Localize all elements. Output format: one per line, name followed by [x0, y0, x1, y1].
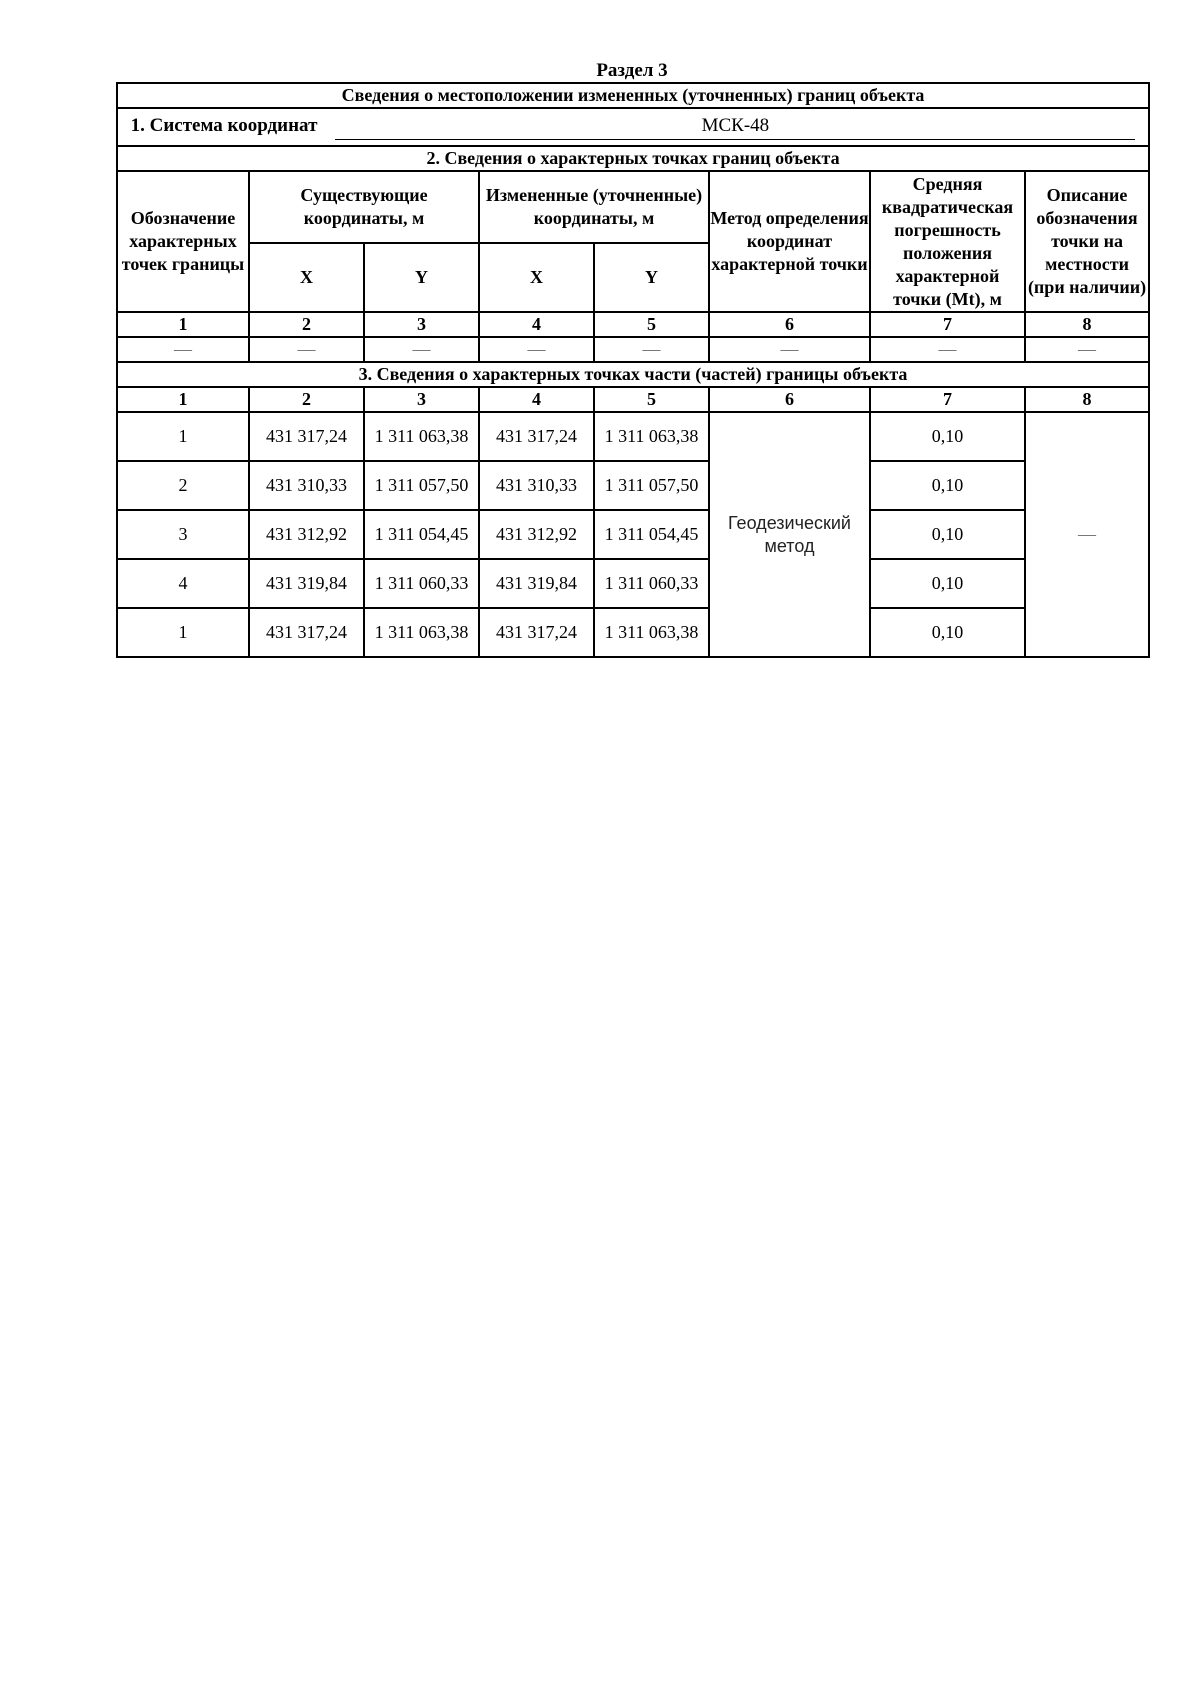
column-number: 2 [249, 312, 364, 337]
header-description: Описание обозначения точки на местности (при наличии) [1025, 171, 1149, 312]
changed-x: 431 319,84 [479, 559, 594, 608]
point-id: 1 [117, 412, 249, 461]
changed-x: 431 312,92 [479, 510, 594, 559]
changed-y: 1 311 054,45 [594, 510, 709, 559]
empty-cell-dash: — [709, 337, 870, 362]
existing-y: 1 311 063,38 [364, 412, 479, 461]
empty-cell-dash: — [117, 337, 249, 362]
column-number: 4 [479, 312, 594, 337]
existing-y: 1 311 054,45 [364, 510, 479, 559]
header-changed-y: Y [594, 243, 709, 312]
point-id: 4 [117, 559, 249, 608]
existing-y: 1 311 060,33 [364, 559, 479, 608]
column-number: 3 [364, 312, 479, 337]
changed-y: 1 311 057,50 [594, 461, 709, 510]
header-changed-x: X [479, 243, 594, 312]
coord-system-row [117, 108, 1149, 146]
column-number: 1 [117, 312, 249, 337]
empty-cell-dash: — [479, 337, 594, 362]
column-number: 1 [117, 387, 249, 412]
part2-title: 2. Сведения о характерных точках границ объекта [117, 146, 1149, 171]
empty-cell-dash: — [364, 337, 479, 362]
empty-cell-dash: — [870, 337, 1025, 362]
column-number: 7 [870, 312, 1025, 337]
column-number: 8 [1025, 312, 1149, 337]
column-number: 3 [364, 387, 479, 412]
column-number: 2 [249, 387, 364, 412]
description-cell: — [1025, 412, 1149, 657]
changed-x: 431 317,24 [479, 608, 594, 657]
existing-x: 431 317,24 [249, 608, 364, 657]
table-row [117, 559, 1149, 608]
mean-error: 0,10 [870, 559, 1025, 608]
existing-x: 431 319,84 [249, 559, 364, 608]
existing-y: 1 311 057,50 [364, 461, 479, 510]
coord-system-value: МСК-48 [335, 114, 1135, 140]
table-row [117, 461, 1149, 510]
method-cell: Геодезический метод [709, 412, 870, 657]
existing-x: 431 317,24 [249, 412, 364, 461]
column-number: 6 [709, 387, 870, 412]
empty-cell-dash: — [1025, 337, 1149, 362]
empty-cell-dash: — [594, 337, 709, 362]
point-id: 1 [117, 608, 249, 657]
mean-error: 0,10 [870, 510, 1025, 559]
column-number: 5 [594, 312, 709, 337]
part3-title: 3. Сведения о характерных точках части (частей) границы объекта [117, 362, 1149, 387]
header-mean-error: Средняя квадратическая погрешность положения характерной точки (Mt), м [870, 171, 1025, 312]
table-row [117, 608, 1149, 657]
column-number: 8 [1025, 387, 1149, 412]
header-point-designation: Обозначение характерных точек границы [117, 171, 249, 312]
mean-error: 0,10 [870, 412, 1025, 461]
header-changed-coords: Измененные (уточненные) координаты, м [479, 171, 709, 243]
changed-y: 1 311 063,38 [594, 608, 709, 657]
changed-y: 1 311 060,33 [594, 559, 709, 608]
existing-x: 431 310,33 [249, 461, 364, 510]
header-existing-x: X [249, 243, 364, 312]
empty-cell-dash: — [249, 337, 364, 362]
table-title: Сведения о местоположении измененных (уточненных) границ объекта [117, 83, 1149, 108]
boundary-table [116, 82, 1150, 658]
existing-y: 1 311 063,38 [364, 608, 479, 657]
table-row [117, 510, 1149, 559]
changed-y: 1 311 063,38 [594, 412, 709, 461]
column-number: 5 [594, 387, 709, 412]
mean-error: 0,10 [870, 608, 1025, 657]
table-row [117, 412, 1149, 461]
header-method: Метод определения координат характерной точки [709, 171, 870, 312]
coord-system-label: 1. Система координат [130, 115, 318, 136]
header-existing-coords: Существующие координаты, м [249, 171, 479, 243]
column-number: 4 [479, 387, 594, 412]
existing-x: 431 312,92 [249, 510, 364, 559]
mean-error: 0,10 [870, 461, 1025, 510]
column-number: 6 [709, 312, 870, 337]
point-id: 2 [117, 461, 249, 510]
point-id: 3 [117, 510, 249, 559]
changed-x: 431 317,24 [479, 412, 594, 461]
header-existing-y: Y [364, 243, 479, 312]
section-heading: Раздел 3 [596, 60, 668, 81]
changed-x: 431 310,33 [479, 461, 594, 510]
column-number: 7 [870, 387, 1025, 412]
